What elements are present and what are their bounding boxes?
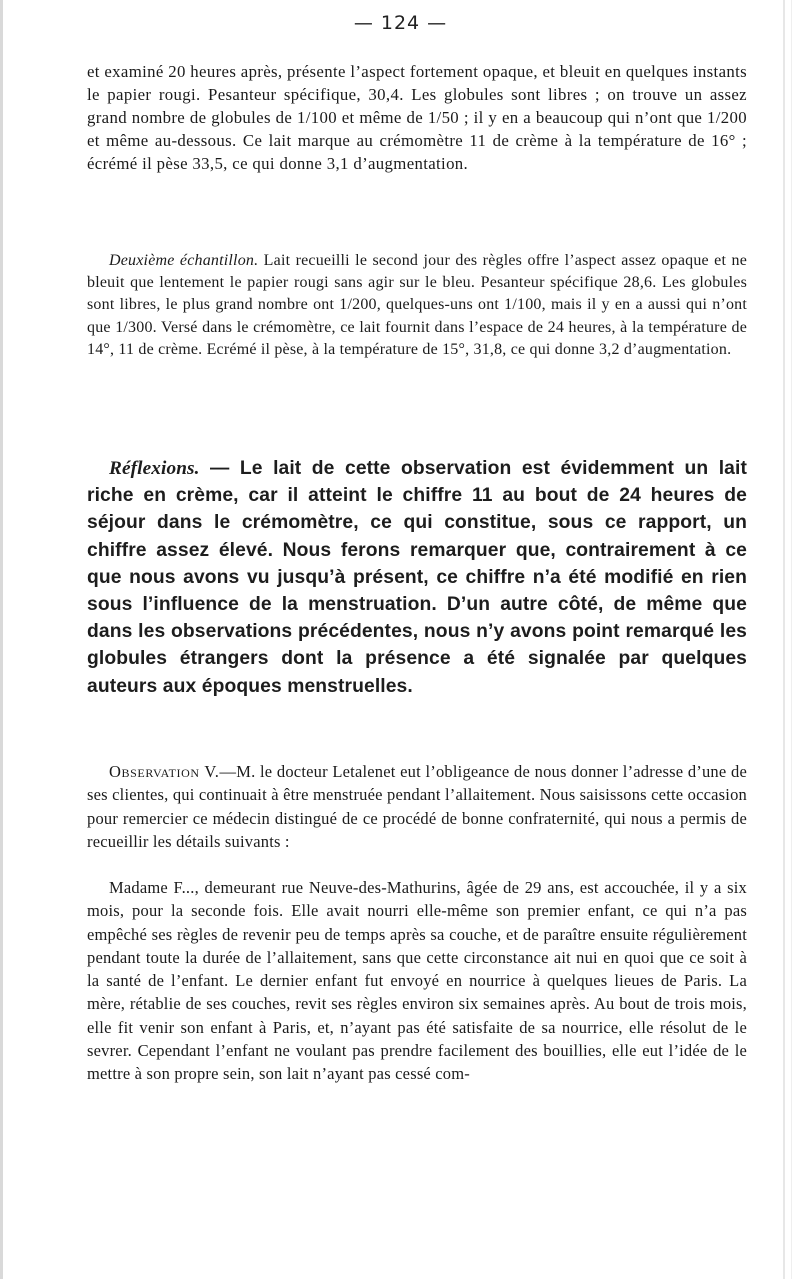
paragraph-second-sample xyxy=(87,250,747,361)
second-sample-heading: Deuxième échantillon. xyxy=(109,252,259,269)
binding-rule-secondary xyxy=(791,0,792,1279)
observation-text: —M. le docteur Letalenet eut l’obligeance de nous donner l’adresse d’une de ses clientes, qui continuait à être menstruée pendant l’allaitement. Nous saisissons cette occasion pour remercier ce médecin distingué de ce procédé de bonne confraternité, qui nous a permis de recueillir les détails suivants : xyxy=(87,762,747,851)
reflections-text: — Le lait de cette observation est évidemment un lait riche en crème, car il atteint le chiffre 11 au bout de 24 heures de séjour dans le crémomètre, ce qui constitue, sous ce rapport, un chiffre assez élevé. Nous ferons remarquer que, contrairement à ce que nous avons vu jusqu’à présent, ce chiffre n’a été modifié en rien sous l’influence de la menstruation. D’un autre côté, de même que dans les observations précédentes, nous n’y avons point remarqué les globules étrangers dont la présence a été signalée par quelques auteurs aux époques menstruelles. xyxy=(87,458,747,697)
paragraph-sample-one: et examiné 20 heures après, présente l’aspect fortement opaque, et bleuit en quelques instants le papier rougi. Pesanteur spécifique, 30,4. Les globules sont libres ; on trouve un assez grand nombre de globules de 1/100 et même de 1/50 ; il y en a beaucoup qui n’ont que 1/200 et même au-dessous. Ce lait marque au crémomètre 11 de crème à la température de 16° ; écrémé il pèse 33,5, ce qui donne 3,1 d’augmentation. xyxy=(87,62,747,174)
paragraph-observation-five xyxy=(87,760,747,853)
binding-rule xyxy=(783,0,785,1279)
page-left-edge xyxy=(0,0,3,1279)
reflections-heading: Réflexions. xyxy=(109,458,200,479)
paragraph-reflections xyxy=(87,455,747,700)
second-sample-text: Lait recueilli le second jour des règles offre l’aspect assez opaque et ne bleuit que lentement le papier rougi sans agir sur le bleu. Pesanteur spécifique 28,6. Les globules sont libres, le plus grand nombre ont 1/200, quelques-uns ont 1/100, mais il y en a aussi qui n’ont que 1/300. Versé dans le crémomètre, ce lait fournit dans l’espace de 24 heures, à la température de 14°, 11 de crème. Ecrémé il pèse, à la température de 15°, 31,8, ce qui donne 3,2 d’augmentation. xyxy=(87,252,747,358)
observation-heading: Observation V. xyxy=(109,762,220,781)
paragraph-madame-f: Madame F..., demeurant rue Neuve-des-Mathurins, âgée de 29 ans, est accouchée, il y a six mois, pour la seconde fois. Elle avait nourri elle-même son premier enfant, ce qui n’a pas empêché ses règles de revenir peu de temps après sa couche, et de paraître ensuite régulièrement pendant toute la durée de l’allaitement, sans que cette circonstance ait nui en quoi que ce soit à la santé de l’enfant. Le dernier enfant fut envoyé en nourrice à quelques lieues de Paris. La mère, rétablie de ses couches, revit ses règles environ six semaines après. Au bout de trois mois, elle fit venir son enfant à Paris, et, n’ayant pas été satisfaite de sa nourrice, elle résolut de le sevrer. Cependant l’enfant ne voulant pas prendre facilement des bouillies, elle eut l’idée de le mettre à son propre sein, son lait n’ayant pas cessé com- xyxy=(87,878,747,1084)
page-right-edge xyxy=(779,0,801,1279)
page-number: — 124 — xyxy=(353,12,448,34)
